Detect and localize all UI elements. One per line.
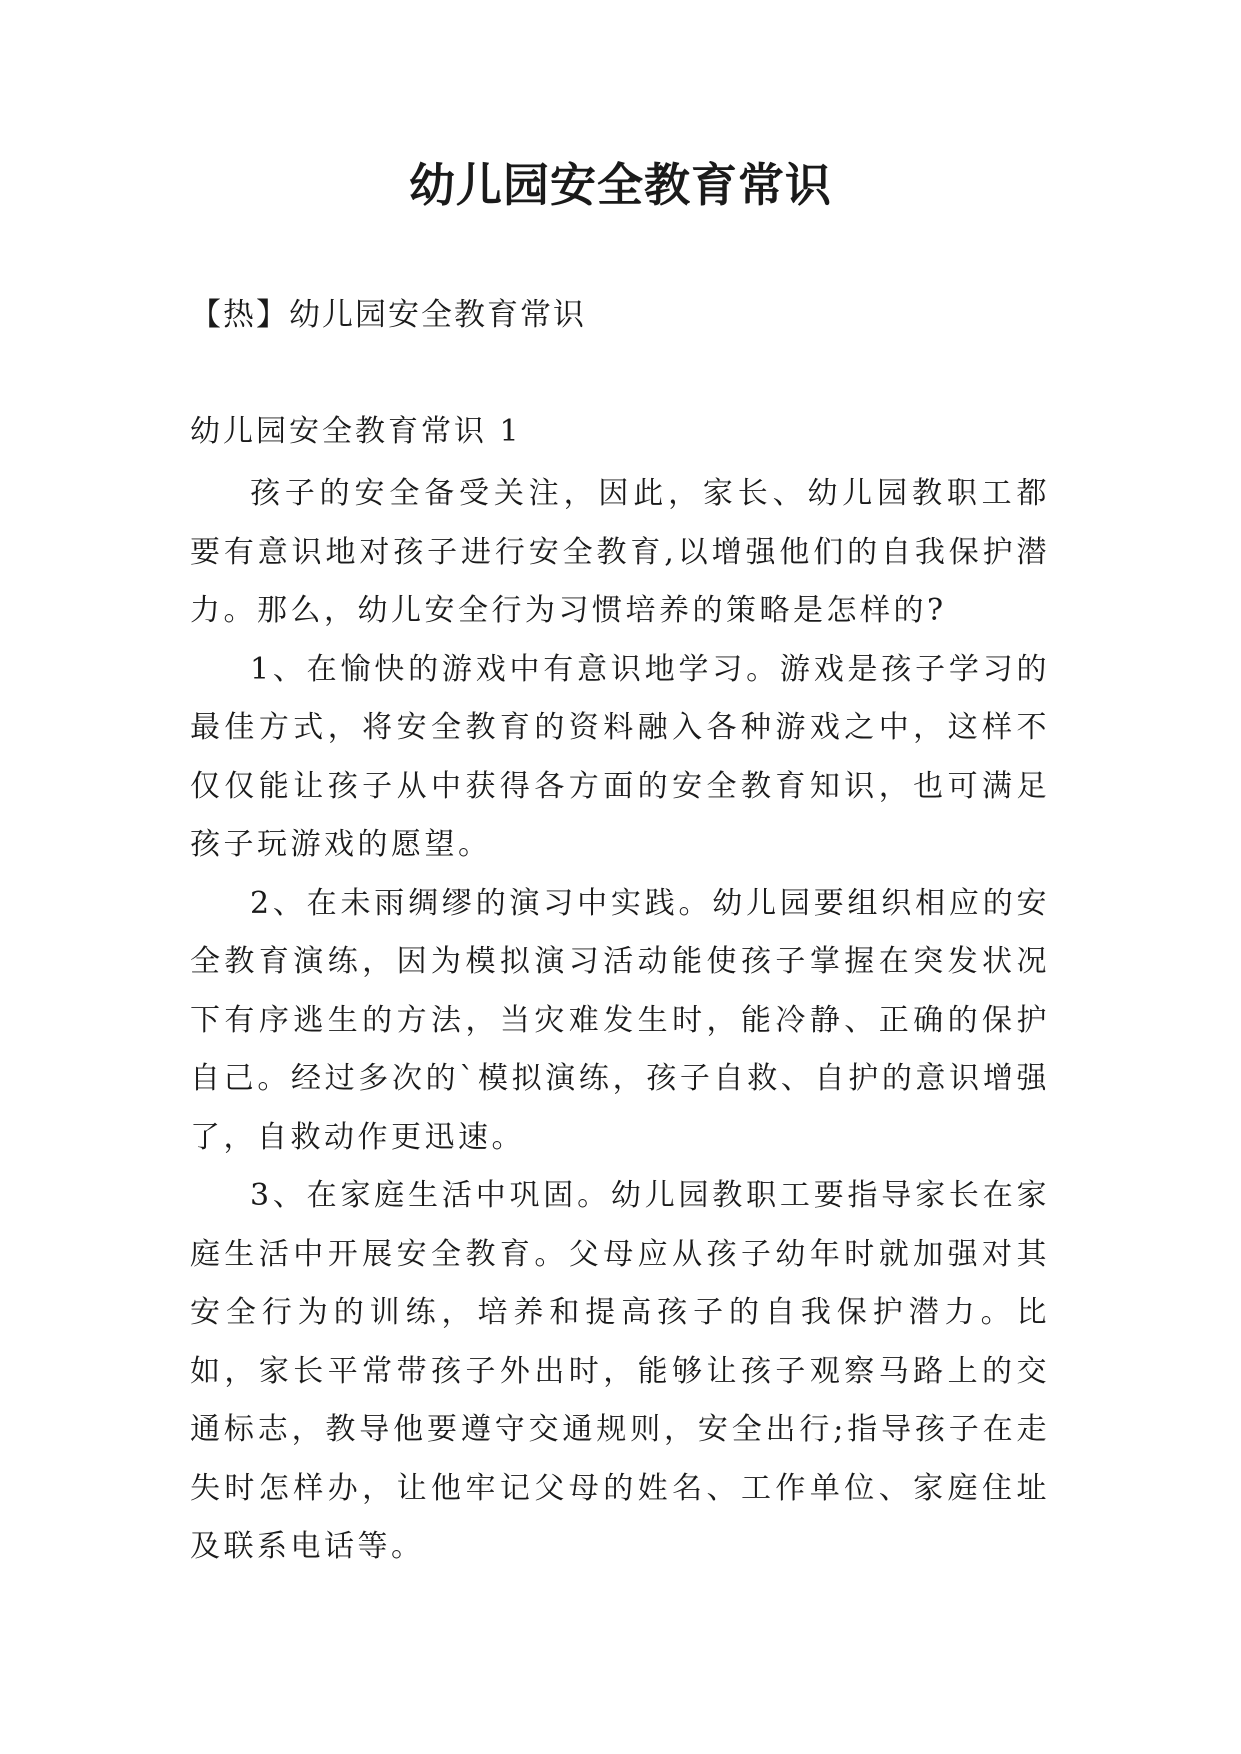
paragraph-strategy-1: 1、在愉快的游戏中有意识地学习。游戏是孩子学习的最佳方式，将安全教育的资料融入各种游戏之中，这样不仅仅能让孩子从中获得各方面的安全教育知识，也可满足孩子玩游戏的愿望。 — [190, 651, 1050, 862]
document-subtitle: 【热】幼儿园安全教育常识 — [190, 297, 586, 333]
paragraph-strategy-3: 3、在家庭生活中巩固。幼儿园教职工要指导家长在家庭生活中开展安全教育。父母应从孩子幼年时就加强对其安全行为的训练，培养和提高孩子的自我保护潜力。比如，家长平常带孩子外出时，能够让孩子观察马路上的交通标志，教导他要遵守交通规则，安全出行;指导孩子在走失时怎样办，让他牢记父母的姓名、工作单位、家庭住址及联系电话等。 — [190, 1178, 1050, 1564]
document-body — [190, 465, 1050, 1577]
paragraph-strategy-2: 2、在未雨绸缪的演习中实践。幼儿园要组织相应的安全教育演练，因为模拟演习活动能使孩子掌握在突发状况下有序逃生的方法，当灾难发生时，能冷静、正确的保护自己。经过多次的`模拟演练，孩子自救、自护的意识增强了，自救动作更迅速。 — [190, 885, 1050, 1155]
document-title: 幼儿园安全教育常识 — [409, 158, 832, 212]
paragraph-intro: 孩子的安全备受关注，因此，家长、幼儿园教职工都要有意识地对孩子进行安全教育,以增强他们的自我保护潜力。那么，幼儿安全行为习惯培养的策略是怎样的? — [190, 476, 1050, 628]
section-heading: 幼儿园安全教育常识 1 — [190, 414, 522, 449]
